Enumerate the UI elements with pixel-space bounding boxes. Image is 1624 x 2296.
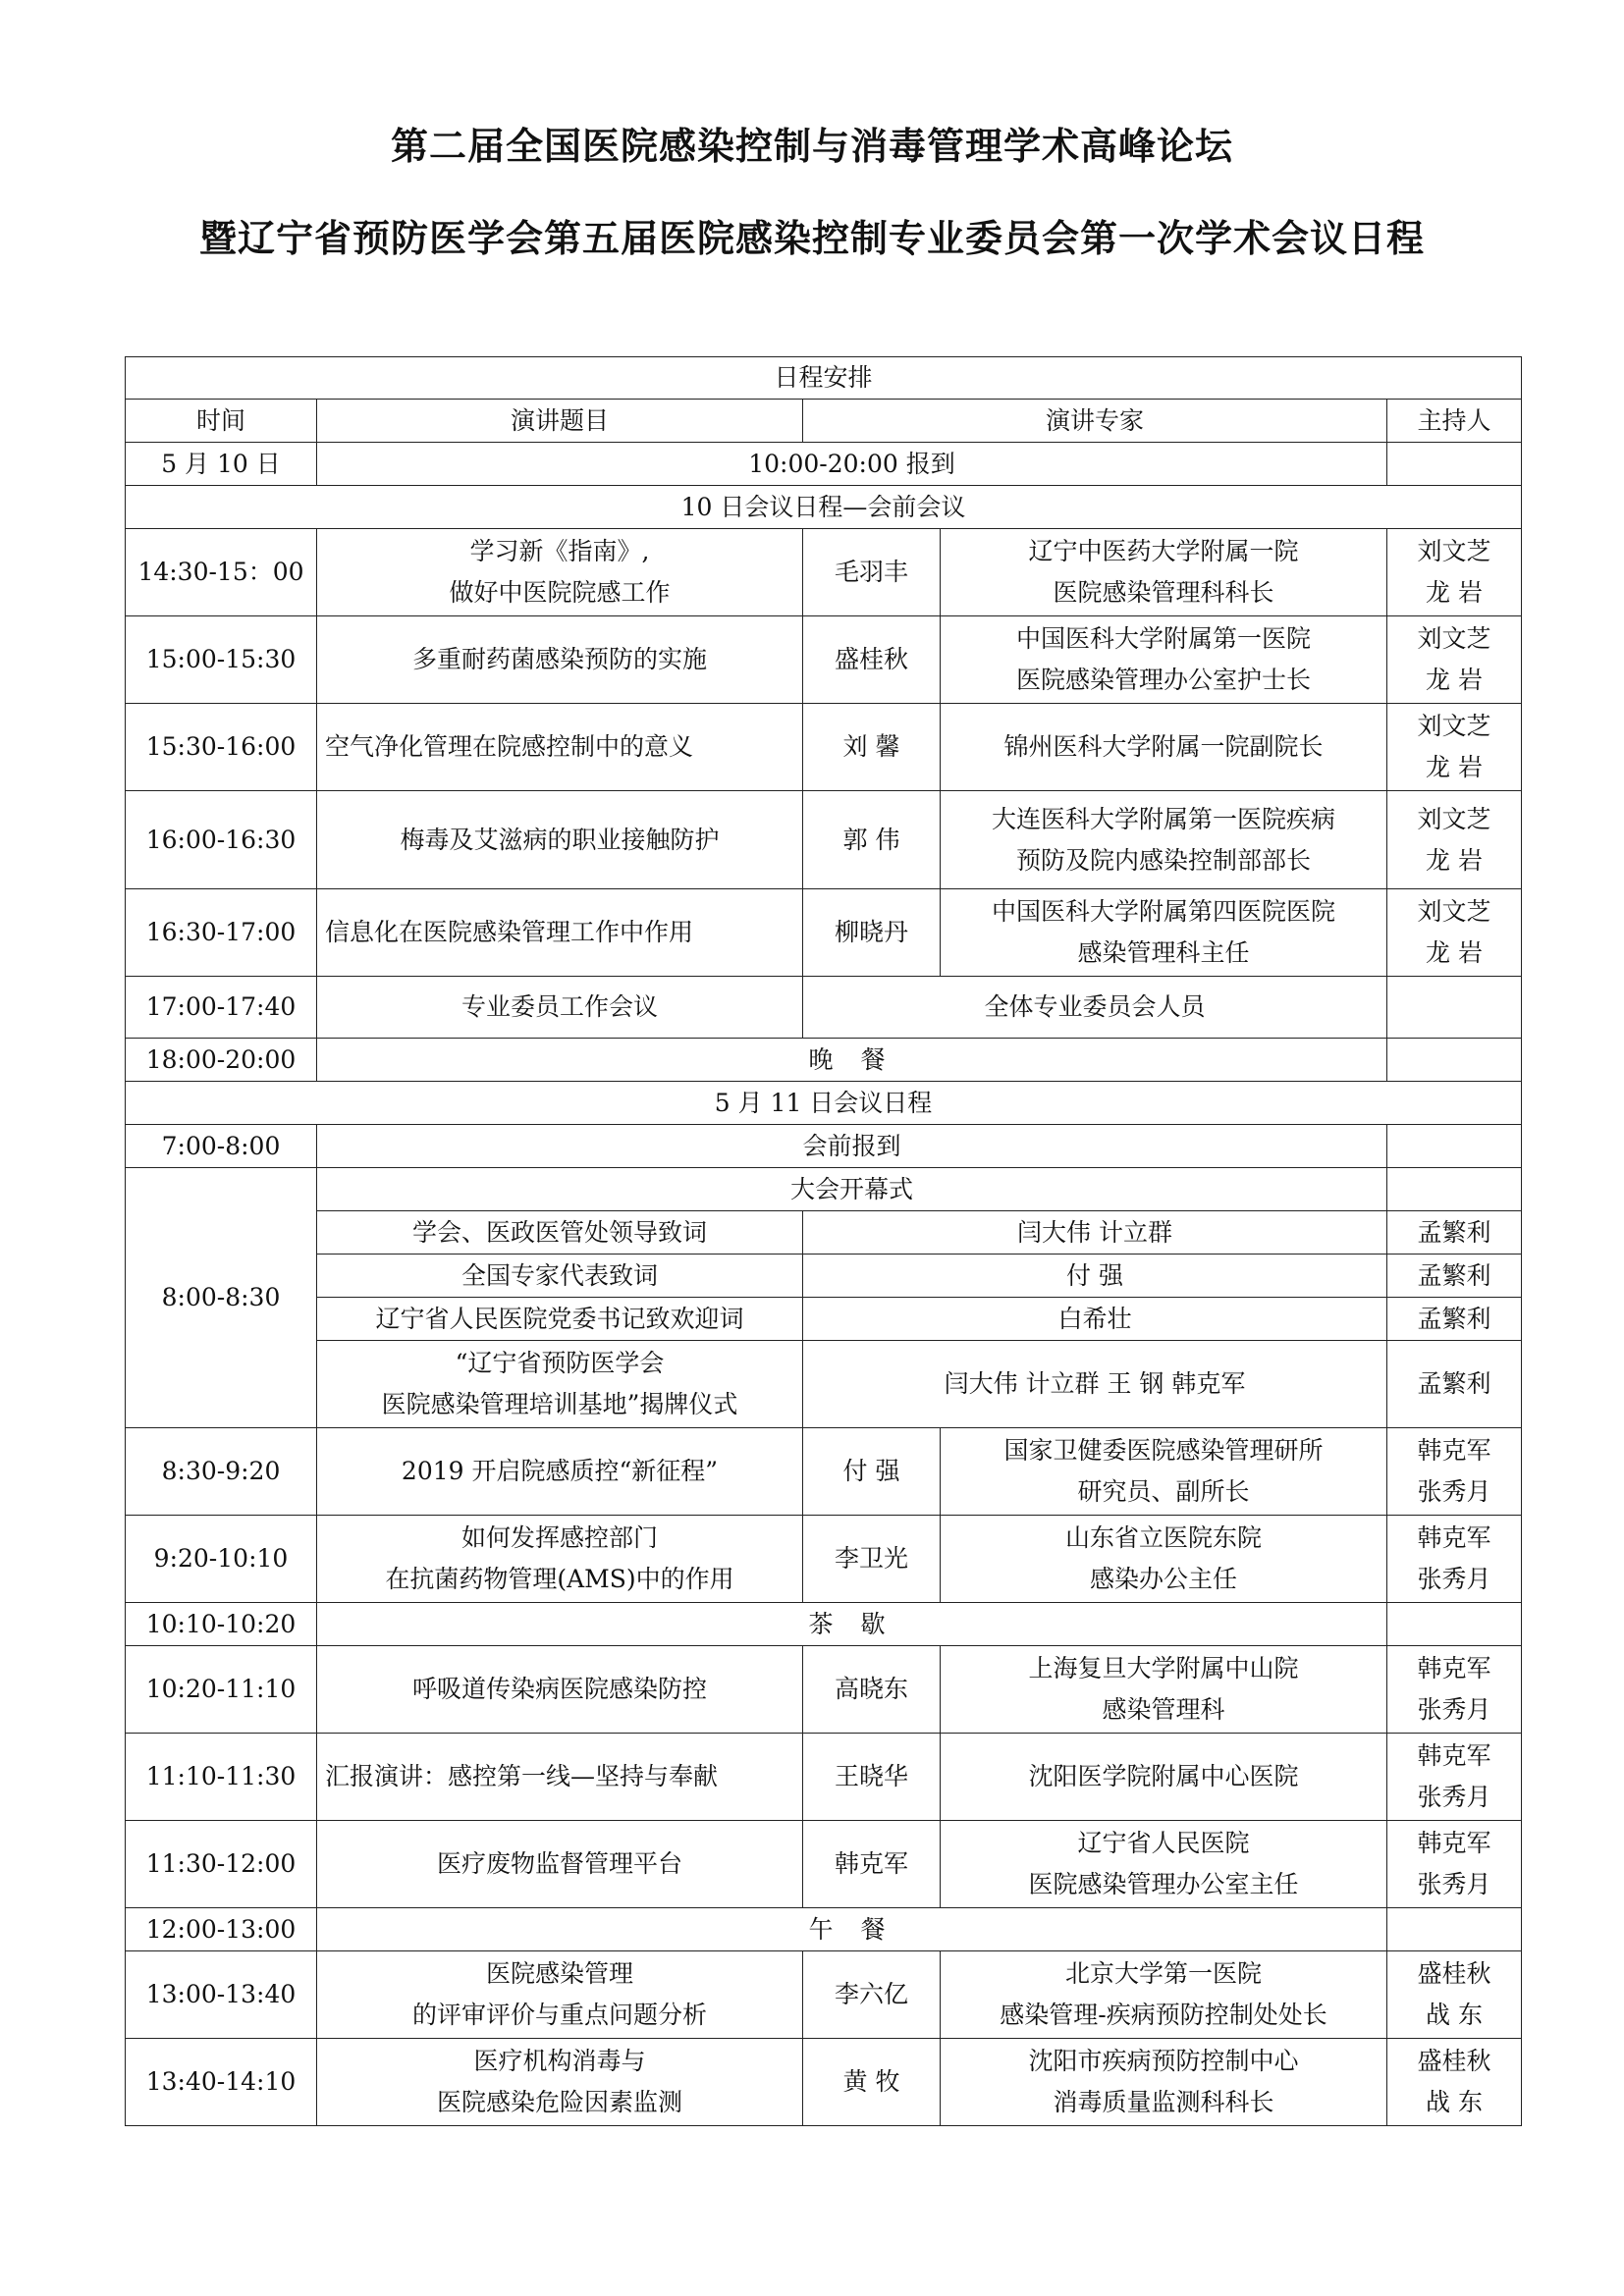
affiliation-cell: 沈阳医学院附属中心医院	[941, 1734, 1387, 1821]
host-cell: 韩克军 张秀月	[1387, 1646, 1522, 1734]
header-host: 主持人	[1387, 400, 1522, 443]
table-row	[126, 1646, 1522, 1734]
speaker-cell: 柳晓丹	[803, 889, 941, 977]
document-title-line1: 第二届全国医院感染控制与消毒管理学术高峰论坛	[390, 125, 1233, 168]
time-cell: 8:30-9:20	[126, 1428, 317, 1516]
speaker-cell: 闫大伟 计立群 王 钢 韩克军	[803, 1341, 1387, 1428]
topic-cell: 医疗废物监督管理平台	[317, 1821, 803, 1908]
host-cell	[1387, 443, 1522, 486]
topic-cell: 全国专家代表致词	[317, 1255, 803, 1298]
host-cell: 韩克军 张秀月	[1387, 1516, 1522, 1603]
host-cell: 刘文芝 龙 岩	[1387, 529, 1522, 616]
host-cell: 孟繁利	[1387, 1255, 1522, 1298]
time-cell: 13:40-14:10	[126, 2039, 317, 2126]
attendees-cell: 全体专业委员会人员	[803, 977, 1387, 1039]
affiliation-cell: 中国医科大学附属第一医院 医院感染管理办公室护士长	[941, 616, 1387, 704]
speaker-cell: 毛羽丰	[803, 529, 941, 616]
time-cell: 10:20-11:10	[126, 1646, 317, 1734]
registration-cell: 10:00-20:00 报到	[317, 443, 1387, 486]
topic-cell: 学习新《指南》, 做好中医院院感工作	[317, 529, 803, 616]
host-cell: 韩克军 张秀月	[1387, 1428, 1522, 1516]
table-row	[126, 1341, 1522, 1428]
time-cell: 12:00-13:00	[126, 1908, 317, 1951]
checkin-cell: 会前报到	[317, 1125, 1387, 1168]
speaker-cell: 李六亿	[803, 1951, 941, 2039]
speaker-cell: 郭 伟	[803, 791, 941, 889]
topic-cell: 医疗机构消毒与 医院感染危险因素监测	[317, 2039, 803, 2126]
time-cell: 11:10-11:30	[126, 1734, 317, 1821]
table-row	[126, 443, 1522, 486]
time-cell: 11:30-12:00	[126, 1821, 317, 1908]
table-row	[126, 1125, 1522, 1168]
host-cell: 刘文芝 龙 岩	[1387, 889, 1522, 977]
host-cell: 韩克军 张秀月	[1387, 1821, 1522, 1908]
table-row	[126, 704, 1522, 791]
topic-cell: 空气净化管理在院感控制中的意义	[317, 704, 803, 791]
affiliation-cell: 中国医科大学附属第四医院医院 感染管理科主任	[941, 889, 1387, 977]
table-row	[126, 1951, 1522, 2039]
speaker-cell: 刘 馨	[803, 704, 941, 791]
speaker-cell: 黄 牧	[803, 2039, 941, 2126]
table-row	[126, 1734, 1522, 1821]
topic-cell: 辽宁省人民医院党委书记致欢迎词	[317, 1298, 803, 1341]
topic-cell: 专业委员工作会议	[317, 977, 803, 1039]
table-row	[126, 1298, 1522, 1341]
host-cell: 刘文芝 龙 岩	[1387, 791, 1522, 889]
speaker-cell: 韩克军	[803, 1821, 941, 1908]
document-title-line2: 暨辽宁省预防医学会第五届医院感染控制专业委员会第一次学术会议日程	[198, 217, 1425, 260]
speaker-cell: 王晓华	[803, 1734, 941, 1821]
topic-cell: 呼吸道传染病医院感染防控	[317, 1646, 803, 1734]
table-row	[126, 1603, 1522, 1646]
table-row	[126, 1821, 1522, 1908]
opening-title: 大会开幕式	[317, 1168, 1387, 1211]
speaker-cell: 高晓东	[803, 1646, 941, 1734]
affiliation-cell: 锦州医科大学附属一院副院长	[941, 704, 1387, 791]
time-cell: 14:30-15：00	[126, 529, 317, 616]
section-row	[126, 1082, 1522, 1125]
host-cell: 盛桂秋 战 东	[1387, 2039, 1522, 2126]
table-row	[126, 791, 1522, 889]
table-row	[126, 1908, 1522, 1951]
dinner-cell: 晚 餐	[317, 1039, 1387, 1082]
schedule-table	[125, 356, 1522, 2126]
host-cell: 孟繁利	[1387, 1341, 1522, 1428]
speaker-cell: 白希壮	[803, 1298, 1387, 1341]
time-cell: 7:00-8:00	[126, 1125, 317, 1168]
host-cell	[1387, 1603, 1522, 1646]
speaker-cell: 付 强	[803, 1428, 941, 1516]
topic-cell: 2019 开启院感质控“新征程”	[317, 1428, 803, 1516]
table-row	[126, 1039, 1522, 1082]
table-row	[126, 889, 1522, 977]
host-cell	[1387, 1168, 1522, 1211]
speaker-cell: 盛桂秋	[803, 616, 941, 704]
affiliation-cell: 北京大学第一医院 感染管理-疾病预防控制处处长	[941, 1951, 1387, 2039]
time-cell: 8:00-8:30	[126, 1168, 317, 1428]
topic-cell: 信息化在医院感染管理工作中作用	[317, 889, 803, 977]
table-row	[126, 1428, 1522, 1516]
topic-cell: “辽宁省预防医学会 医院感染管理培训基地”揭牌仪式	[317, 1341, 803, 1428]
time-cell: 15:00-15:30	[126, 616, 317, 704]
affiliation-cell: 辽宁中医药大学附属一院 医院感染管理科科长	[941, 529, 1387, 616]
affiliation-cell: 国家卫健委医院感染管理研所 研究员、副所长	[941, 1428, 1387, 1516]
section-title: 10 日会议日程—会前会议	[126, 486, 1522, 529]
time-cell: 16:00-16:30	[126, 791, 317, 889]
topic-cell: 学会、医政医管处领导致词	[317, 1211, 803, 1255]
section-row	[126, 486, 1522, 529]
table-row	[126, 2039, 1522, 2126]
topic-cell: 汇报演讲：感控第一线—坚持与奉献	[317, 1734, 803, 1821]
table-row	[126, 977, 1522, 1039]
speaker-cell: 付 强	[803, 1255, 1387, 1298]
header-topic: 演讲题目	[317, 400, 803, 443]
topic-cell: 多重耐药菌感染预防的实施	[317, 616, 803, 704]
host-cell	[1387, 1908, 1522, 1951]
table-row	[126, 1211, 1522, 1255]
table-row	[126, 1516, 1522, 1603]
table-row	[126, 529, 1522, 616]
host-cell	[1387, 1125, 1522, 1168]
host-cell: 孟繁利	[1387, 1211, 1522, 1255]
topic-cell: 梅毒及艾滋病的职业接触防护	[317, 791, 803, 889]
time-cell: 15:30-16:00	[126, 704, 317, 791]
header-time: 时间	[126, 400, 317, 443]
affiliation-cell: 沈阳市疾病预防控制中心 消毒质量监测科科长	[941, 2039, 1387, 2126]
time-cell: 10:10-10:20	[126, 1603, 317, 1646]
speaker-cell: 李卫光	[803, 1516, 941, 1603]
host-cell: 盛桂秋 战 东	[1387, 1951, 1522, 2039]
time-cell: 17:00-17:40	[126, 977, 317, 1039]
host-cell: 刘文芝 龙 岩	[1387, 704, 1522, 791]
tea-break-cell: 茶 歇	[317, 1603, 1387, 1646]
time-cell: 18:00-20:00	[126, 1039, 317, 1082]
affiliation-cell: 大连医科大学附属第一医院疾病 预防及院内感染控制部部长	[941, 791, 1387, 889]
topic-cell: 如何发挥感控部门 在抗菌药物管理(AMS)中的作用	[317, 1516, 803, 1603]
table-row	[126, 616, 1522, 704]
time-cell: 5 月 10 日	[126, 443, 317, 486]
speaker-cell: 闫大伟 计立群	[803, 1211, 1387, 1255]
table-row	[126, 1255, 1522, 1298]
section-title: 5 月 11 日会议日程	[126, 1082, 1522, 1125]
host-cell: 韩克军 张秀月	[1387, 1734, 1522, 1821]
table-caption: 日程安排	[126, 357, 1522, 400]
topic-cell: 医院感染管理 的评审评价与重点问题分析	[317, 1951, 803, 2039]
lunch-cell: 午 餐	[317, 1908, 1387, 1951]
table-caption-row	[126, 357, 1522, 400]
host-cell: 孟繁利	[1387, 1298, 1522, 1341]
affiliation-cell: 辽宁省人民医院 医院感染管理办公室主任	[941, 1821, 1387, 1908]
time-cell: 9:20-10:10	[126, 1516, 317, 1603]
header-row	[126, 400, 1522, 443]
host-cell	[1387, 1039, 1522, 1082]
table-row	[126, 1168, 1522, 1211]
header-speaker: 演讲专家	[803, 400, 1387, 443]
affiliation-cell: 山东省立医院东院 感染办公主任	[941, 1516, 1387, 1603]
affiliation-cell: 上海复旦大学附属中山院 感染管理科	[941, 1646, 1387, 1734]
host-cell: 刘文芝 龙 岩	[1387, 616, 1522, 704]
time-cell: 13:00-13:40	[126, 1951, 317, 2039]
host-cell	[1387, 977, 1522, 1039]
time-cell: 16:30-17:00	[126, 889, 317, 977]
